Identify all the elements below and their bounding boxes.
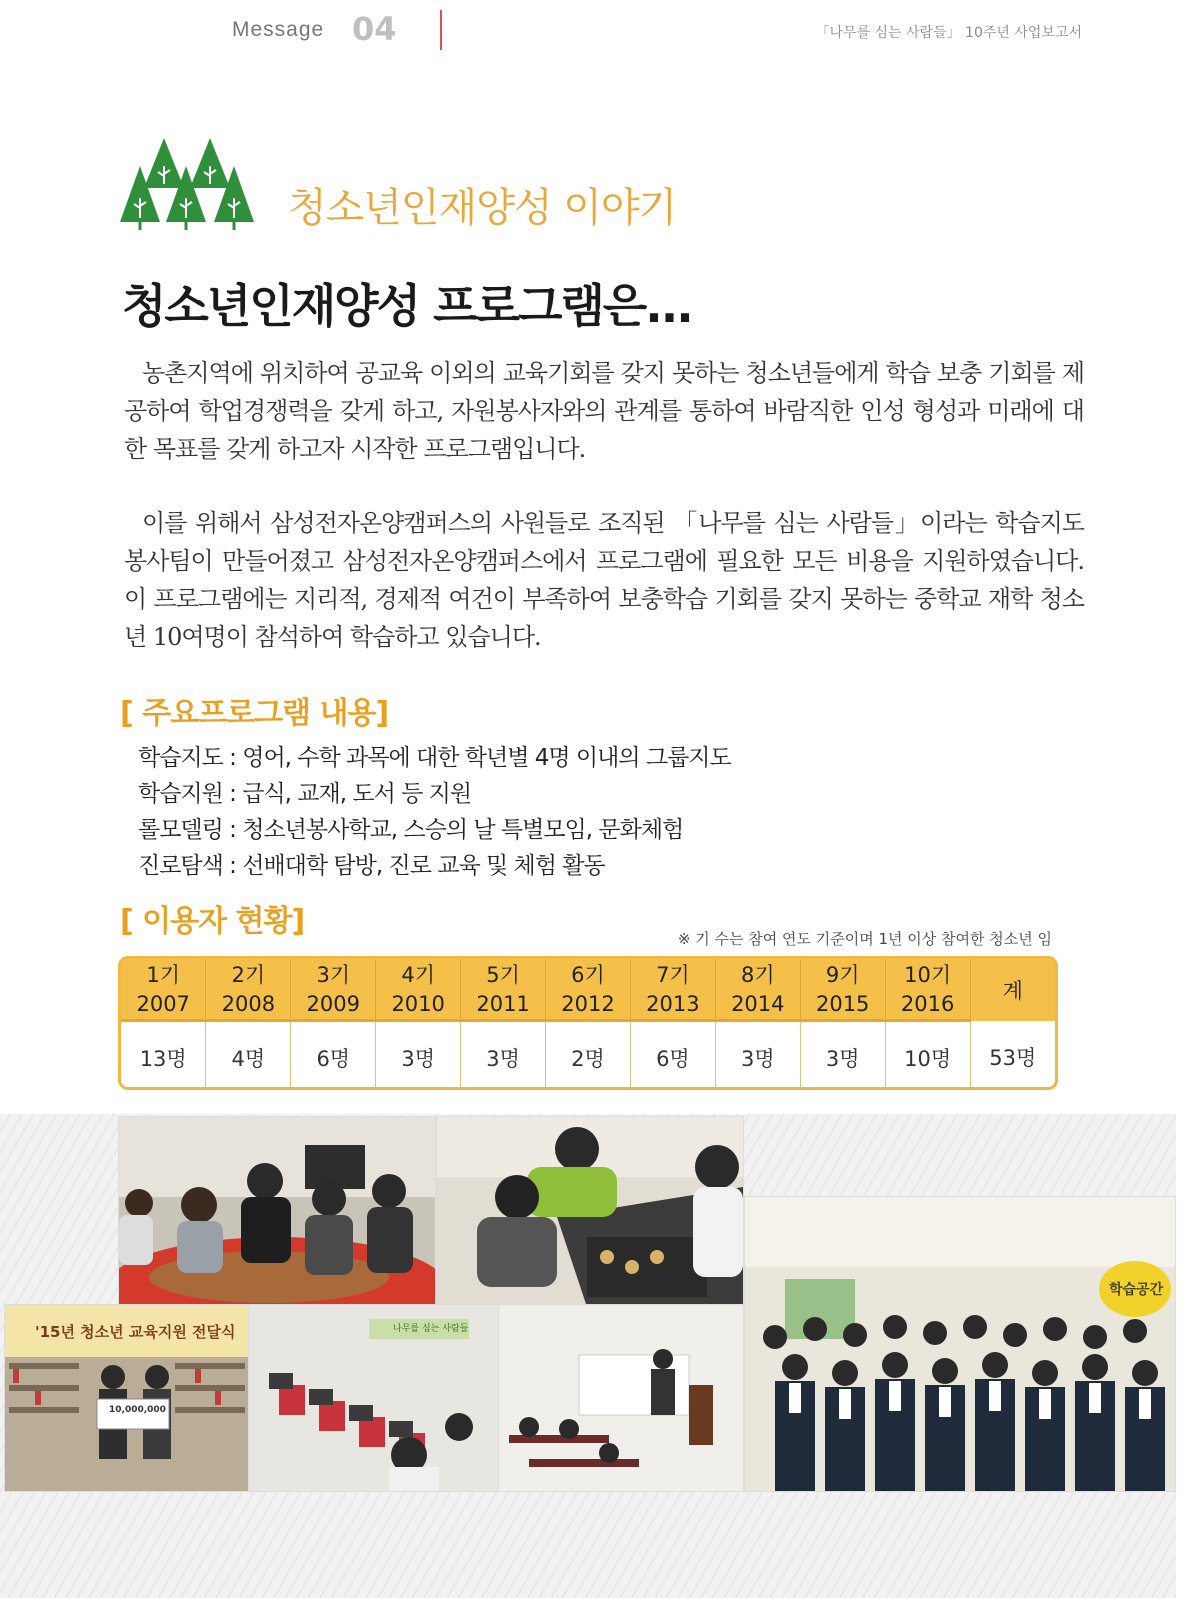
cohort-cell: 7기 xyxy=(630,959,715,989)
photo-award-ceremony xyxy=(4,1304,250,1492)
photo-collage xyxy=(0,1114,1176,1598)
year-cell: 2011 xyxy=(461,989,546,1021)
trees-icon xyxy=(120,136,260,236)
count-cell: 4명 xyxy=(206,1021,291,1091)
total-count-cell: 53명 xyxy=(989,1046,1037,1071)
count-cell: 2명 xyxy=(546,1021,631,1091)
usage-heading: [ 이용자 현황] xyxy=(120,904,305,939)
total-header-cell: 계 xyxy=(970,959,1055,1021)
cohort-cell: 5기 xyxy=(461,959,546,989)
year-cell: 2007 xyxy=(121,989,206,1021)
classroom-banner-text: 나무를 심는 사람들 xyxy=(393,1324,469,1334)
main-heading: 청소년인재양성 프로그램은... xyxy=(122,279,692,333)
header-section-number: 04 xyxy=(352,10,397,48)
cohort-cell: 8기 xyxy=(715,959,800,989)
count-cell: 3명 xyxy=(800,1021,885,1091)
year-cell: 2013 xyxy=(630,989,715,1021)
award-board-amount: 10,000,000 xyxy=(109,1405,166,1415)
usage-table xyxy=(118,956,1058,1090)
count-cell: 13명 xyxy=(121,1021,206,1091)
usage-note: ※ 기 수는 참여 연도 기준이며 1년 이상 참여한 청소년 임 xyxy=(677,930,1052,948)
photo-baking-activity xyxy=(436,1116,744,1308)
photo-computer-class xyxy=(248,1304,500,1492)
cohort-cell: 4기 xyxy=(376,959,461,989)
intro-paragraph-text: 농촌지역에 위치하여 공교육 이외의 교육기회를 갖지 못하는 청소년들에게 학습 보충 기회를 제공하여 학업경쟁력을 갖게 하고, 자원봉사자와의 관계를 통하여 바람직한 인성 형성과 미래에 대한 목표를 갖게 하고자 시작한 프로그램입니다. xyxy=(124,359,1084,463)
year-row xyxy=(121,989,1055,1021)
photo-lecture xyxy=(498,1304,744,1492)
programs-list xyxy=(138,740,731,884)
section-title: 청소년인재양성 이야기 xyxy=(288,185,677,231)
year-cell: 2010 xyxy=(376,989,461,1021)
count-cell: 6명 xyxy=(630,1021,715,1091)
cohort-row xyxy=(121,959,1055,989)
year-cell: 2016 xyxy=(885,989,970,1021)
cohort-cell: 3기 xyxy=(291,959,376,989)
year-cell: 2012 xyxy=(546,989,631,1021)
intro-paragraph xyxy=(124,354,1084,468)
program-item: 진로탐색 : 선배대학 탐방, 진로 교육 및 체험 활동 xyxy=(138,853,605,879)
program-item: 학습지도 : 영어, 수학 과목에 대한 학년별 4명 이내의 그룹지도 xyxy=(138,745,731,771)
count-cell: 3명 xyxy=(461,1021,546,1091)
year-cell: 2014 xyxy=(715,989,800,1021)
cohort-cell: 9기 xyxy=(800,959,885,989)
count-cell: 3명 xyxy=(715,1021,800,1091)
header-divider xyxy=(440,10,442,50)
cohort-cell: 1기 xyxy=(121,959,206,989)
photo-group xyxy=(744,1196,1176,1492)
program-item: 학습지원 : 급식, 교재, 도서 등 지원 xyxy=(138,781,472,807)
header-section-label: Message xyxy=(232,18,325,41)
program-item: 롤모델링 : 청소년봉사학교, 스승의 날 특별모임, 문화체험 xyxy=(138,817,684,843)
year-cell: 2015 xyxy=(800,989,885,1021)
count-cell: 10명 xyxy=(885,1021,970,1091)
support-paragraph-text: 이를 위해서 삼성전자온양캠퍼스의 사원들로 조직된 「나무를 심는 사람들」이라는 학습지도 봉사팀이 만들어졌고 삼성전자온양캠퍼스에서 프로그램에 필요한 모든 비용을 지원하였습니다. 이 프로그램에는 지리적, 경제적 여건이 부족하여 보충학습 기회를 갖지 못하는 중학교 재학 청소년 10여명이 참석하여 학습하고 있습니다. xyxy=(124,509,1084,651)
count-cell: 3명 xyxy=(376,1021,461,1091)
group-sign-text: 학습공간 xyxy=(1109,1282,1164,1298)
count-cell: 6명 xyxy=(291,1021,376,1091)
year-cell: 2009 xyxy=(291,989,376,1021)
award-banner-text: '15년 청소년 교육지원 전달식 xyxy=(35,1323,236,1341)
cohort-cell: 10기 xyxy=(885,959,970,989)
photo-cooking-activity xyxy=(118,1116,436,1306)
year-cell: 2008 xyxy=(206,989,291,1021)
page-header xyxy=(0,0,1200,60)
programs-heading: [ 주요프로그램 내용] xyxy=(120,696,389,731)
count-row xyxy=(121,1021,1055,1091)
cohort-cell: 2기 xyxy=(206,959,291,989)
header-report-title: 「나무를 심는 사람들」 10주년 사업보고서 xyxy=(815,25,1082,41)
cohort-cell: 6기 xyxy=(546,959,631,989)
support-paragraph xyxy=(124,504,1084,656)
